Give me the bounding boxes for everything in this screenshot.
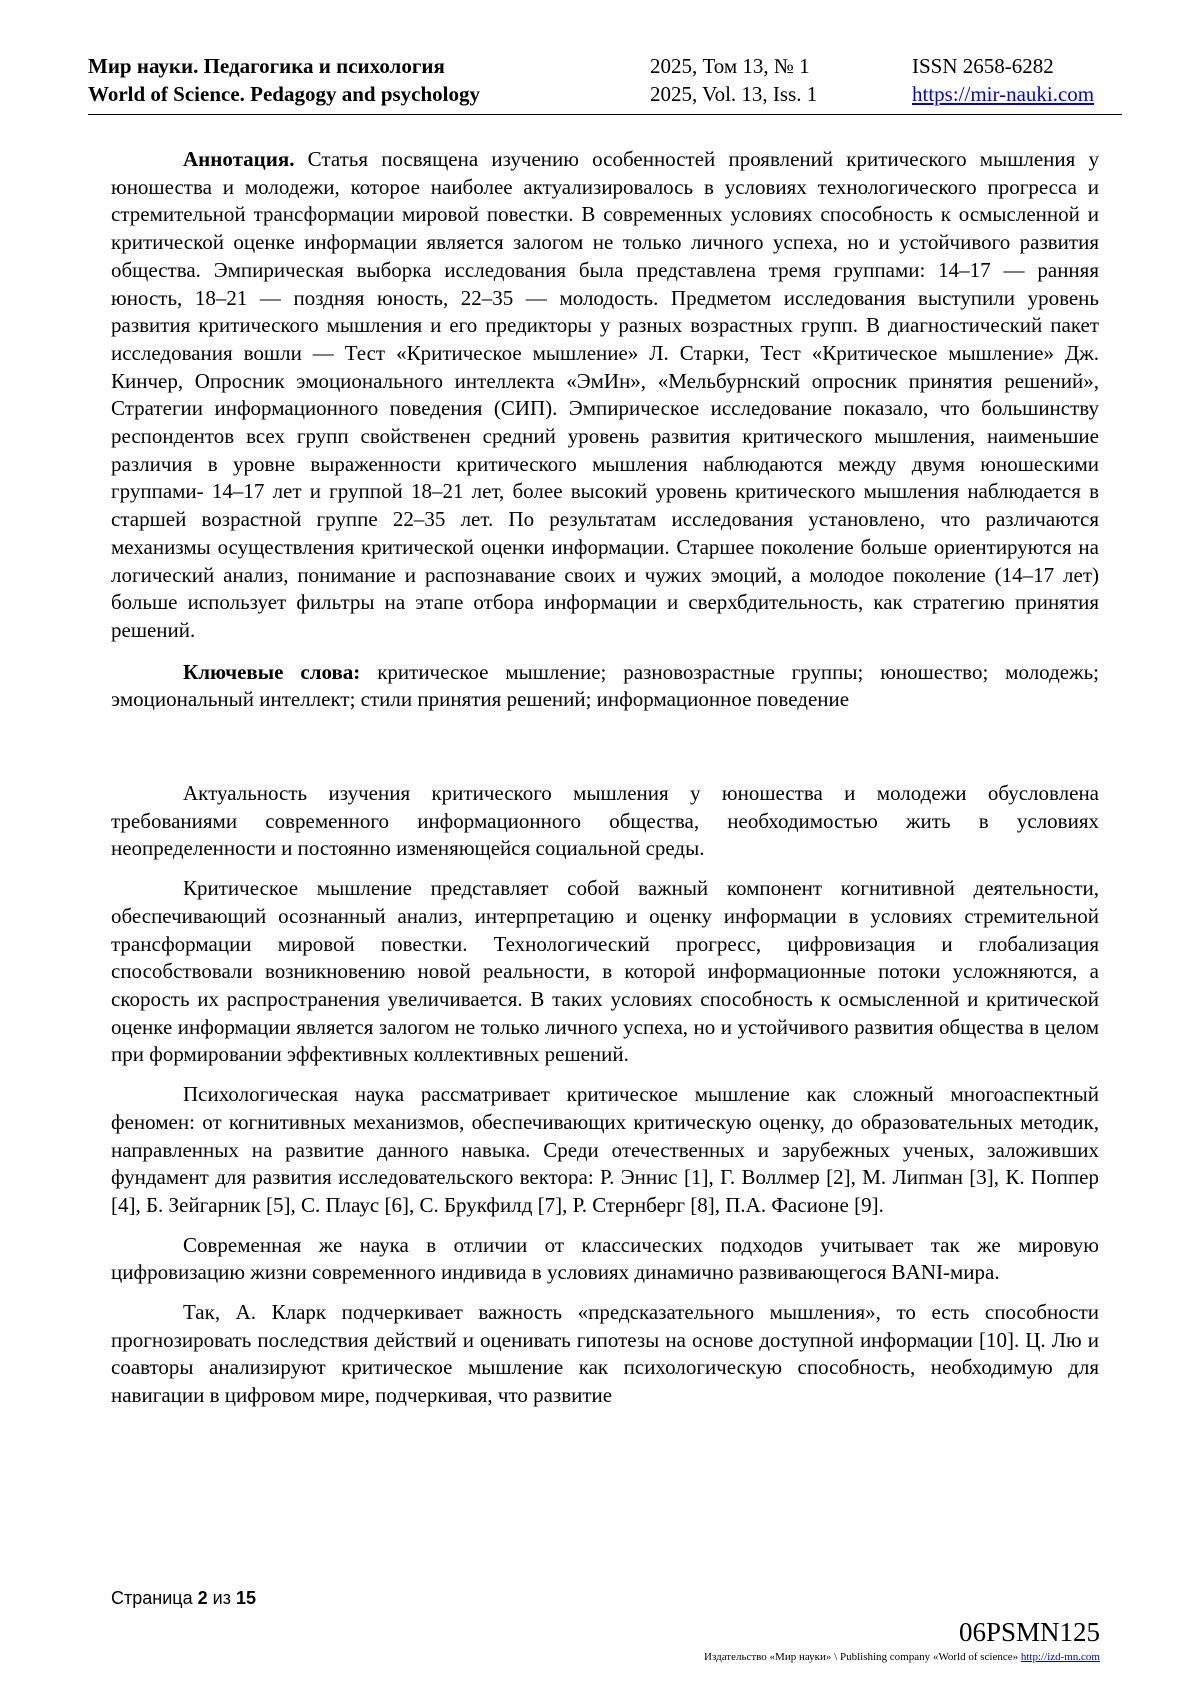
page-total: 15: [235, 1588, 256, 1608]
publisher-link[interactable]: http://izd-mn.com: [1020, 1651, 1100, 1663]
body-paragraph: Критическое мышление представляет собой важный компонент когнитивной деятельности, обеспечивающий осознанный анализ, интерпретацию и оценку информации в условиях стремительной трансформации мировой повестки. Технологический прогресс, цифровизация и глобализация способствовали возникновению новой реальности, в которой информационные потоки усложняются, а скорость их распространения увеличивается. В таких условиях способность к осмысленной и критической оценке информации является залогом не только личного успеха, но и устойчивого развития общества в целом при формировании эффективных коллективных решений.: [111, 876, 1099, 1067]
page-of: из: [212, 1588, 231, 1608]
journal-title-block: [88, 52, 480, 108]
issn: ISSN 2658-6282: [912, 54, 1054, 78]
body-paragraph: Так, А. Кларк подчеркивает важность «предсказательного мышления», то есть способности прогнозировать последствия действий и оценивать гипотезы на основе доступной информации [10]. Ц. Лю и соавторы анализируют критическое мышление как психологическую способность, необходимую для навигации в цифровом мире, подчеркивая, что развитие: [111, 1300, 1099, 1408]
issue-en: 2025, Vol. 13, Iss. 1: [650, 82, 818, 106]
abstract-text: Статья посвящена изучению особенностей проявлений критического мышления у юношества и молодежи, которое наиболее актуализировалось в условиях технологического прогресса и стремительной трансформации мировой повестки. В современных условиях способность к осмысленной и критической оценке информации является залогом не только личного успеха, но и устойчивого развития общества. Эмпирическая выборка исследования была представлена тремя группами: 14–17 — ранняя юность, 18–21 — поздняя юность, 22–35 — молодость. Предметом исследования выступили уровень развития критического мышления и его предикторы у разных возрастных групп. В диагностический пакет исследования вошли — Тест «Критическое мышление» Л. Старки, Тест «Критическое мышление» Дж. Кинчер, Опросник эмоционального интеллекта «ЭмИн», «Мельбурнский опросник принятия решений», Стратегии информационного поведения (СИП). Эмпирическое исследование показало, что большинству респондентов всех групп свойственен средний уровень развития критического мышления, наименьшие различия в уровне выраженности критического мышления наблюдаются между двумя юношескими группами- 14–17 лет и группой 18–21 лет, более высокий уровень критического мышления наблюдается в старшей возрастной группе 22–35 лет. По результатам исследования установлено, что различаются механизмы осуществления критической оценки информации. Старшее поколение больше ориентируются на логический анализ, понимание и распознавание своих и чужих эмоций, а молодое поколение (14–17 лет) больше использует фильтры на этапе отбора информации и сверхбдительность, как стратегию принятия решений.: [111, 147, 1099, 642]
body-paragraph: Актуальность изучения критического мышления у юношества и молодежи обусловлена требованиями современного информационного общества, необходимостью жить в условиях неопределенности и постоянно изменяющейся социальной среды.: [111, 781, 1099, 861]
page-label: Страница: [111, 1588, 193, 1608]
publisher-line: [704, 1650, 1100, 1664]
body-paragraph: Современная же наука в отличии от классических подходов учитывает так же мировую цифровизацию жизни современного индивида в условиях динамично развивающегося BANI-мира.: [111, 1232, 1099, 1285]
publisher-text: Издательство «Мир науки» \ Publishing company «World of science»: [704, 1651, 1019, 1663]
journal-header: [88, 52, 1122, 115]
issn-block: [912, 52, 1094, 108]
article-body: [111, 780, 1099, 1410]
abstract-label: Аннотация.: [183, 147, 295, 171]
issue-ru: 2025, Том 13, № 1: [650, 54, 810, 78]
body-paragraph: Психологическая наука рассматривает критическое мышление как сложный многоаспектный феномен: от когнитивных механизмов, обеспечивающих критическую оценку, до образовательных методик, направленных на развитие данного навыка. Среди отечественных и зарубежных ученых, заложивших фундамент для развития исследовательского вектора: Р. Эннис [1], Г. Воллмер [2], М. Липман [3], К. Поппер [4], Б. Зейгарник [5], С. Плаус [6], С. Брукфилд [7], Р. Стернберг [8], П.А. Фасионе [9].: [111, 1082, 1099, 1217]
page-current: 2: [197, 1588, 208, 1608]
abstract-section: [111, 146, 1099, 714]
keywords-paragraph: [111, 659, 1099, 714]
abstract-paragraph: [111, 146, 1099, 645]
article-content: [111, 146, 1099, 1422]
keywords-text: критическое мышление; разновозрастные группы; юношество; молодежь; эмоциональный интеллект; стили принятия решений; информационное поведение: [111, 659, 1099, 712]
website-link[interactable]: https://mir-nauki.com: [912, 82, 1095, 106]
issue-block: [650, 52, 817, 108]
keywords-label: Ключевые слова:: [183, 659, 361, 684]
article-code: 06PSMN125: [958, 1617, 1100, 1647]
journal-title-en: World of Science. Pedagogy and psychology: [88, 82, 481, 106]
journal-title-ru: Мир науки. Педагогика и психология: [88, 54, 445, 78]
page-number: [111, 1587, 256, 1609]
